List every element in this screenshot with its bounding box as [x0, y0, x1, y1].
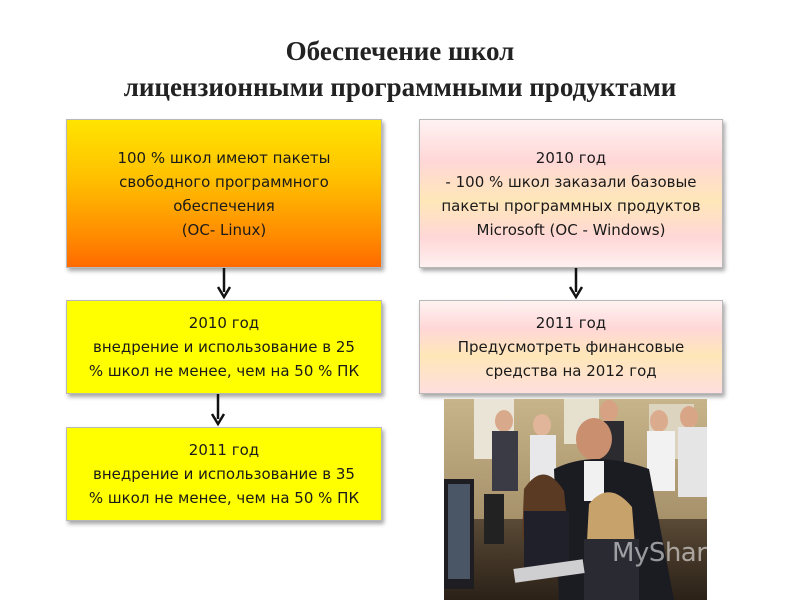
- arrow-down-icon: [568, 268, 584, 300]
- microsoft-order-box: 2010 год - 100 % школ заказали базовые пакеты программных продуктов Microsoft (ОС - Windows): [419, 119, 723, 268]
- implementation-2011-box: 2011 год внедрение и использование в 35 % школ не менее, чем на 50 % ПК: [66, 427, 382, 521]
- slide-title-line-1: Обеспечение школ: [285, 36, 515, 66]
- arrow-down-icon: [210, 394, 226, 427]
- watermark-logo: MyShared: [612, 538, 738, 568]
- slide-title-line-2: лицензионными программными продуктами: [123, 72, 677, 102]
- funding-2011-box: 2011 год Предусмотреть финансовые средства на 2012 год: [419, 300, 723, 394]
- implementation-2010-box: 2010 год внедрение и использование в 25 % школ не менее, чем на 50 % ПК: [66, 300, 382, 394]
- arrow-down-icon: [216, 268, 232, 300]
- classroom-photo: [444, 399, 707, 600]
- linux-free-software-box: 100 % школ имеют пакеты свободного программного обеспечения (ОС- Linux): [66, 119, 382, 268]
